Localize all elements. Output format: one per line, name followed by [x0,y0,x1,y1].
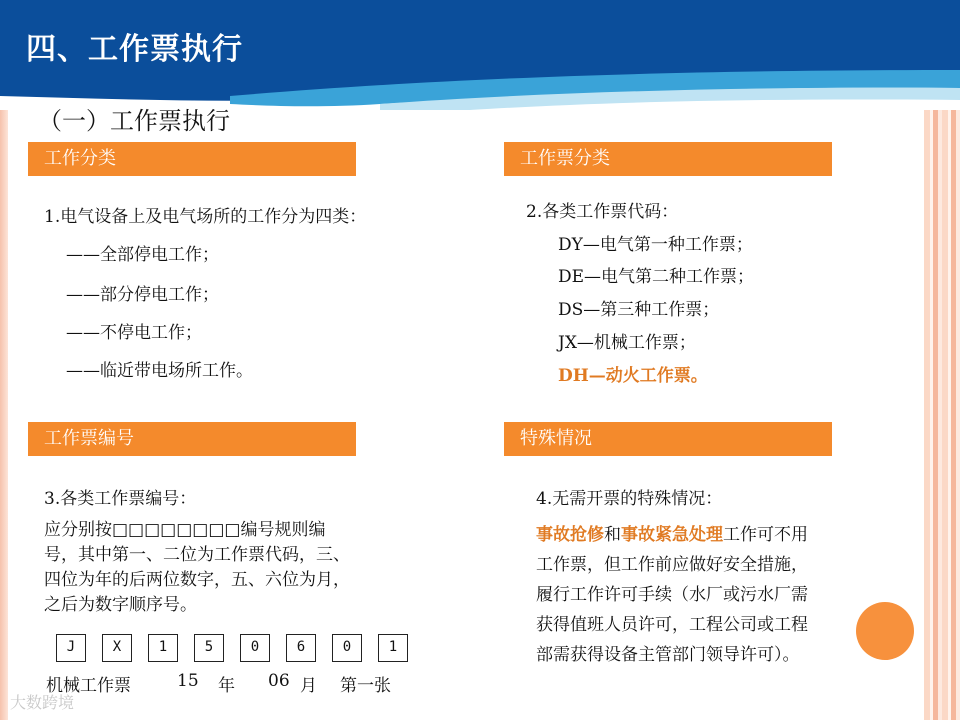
special-case-line-rest: 工作可不用 [723,525,808,545]
emphasis-emergency-handling: 事故紧急处理 [621,525,723,545]
ticket-class-header: 工作票分类 [504,142,832,176]
special-case-line: 工作票，但工作前应做好安全措施， [536,555,808,575]
right-decorative-stripe [924,110,960,720]
ticket-number-rule-line: 四位为年的后两位数字，五、六位为月， [44,570,350,590]
section-subtitle: （一）工作票执行 [38,107,230,135]
code-box: 5 [194,634,224,662]
special-case-heading: 4.无需开票的特殊情况： [536,489,723,509]
ticket-number-heading: 3.各类工作票编号： [44,489,197,509]
code-label: 机械工作票 [46,676,131,696]
ticket-class-heading: 2.各类工作票代码： [526,202,679,222]
work-class-item: ——全部停电工作； [66,245,219,265]
code-box: 6 [286,634,316,662]
code-box: 1 [378,634,408,662]
ticket-number-rule-line: 号，其中第一、二位为工作票代码，三、 [44,545,350,565]
work-class-item: ——临近带电场所工作。 [66,361,253,381]
special-case-header: 特殊情况 [504,422,832,456]
code-label: 年 [218,676,235,696]
code-label: 第一张 [340,676,391,696]
page-title: 四、工作票执行 [26,32,243,67]
special-case-line [536,523,808,548]
ticket-number-rule-line: 应分别按□□□□□□□□编号规则编 [44,520,326,540]
special-case-line: 获得值班人员许可，工程公司或工程 [536,615,808,635]
ticket-number-header: 工作票编号 [28,422,356,456]
work-class-header: 工作分类 [28,142,356,176]
left-decorative-stripe [0,110,8,720]
code-box: X [102,634,132,662]
ticket-code-item: DE—电气第二种工作票； [558,267,755,287]
ticket-code-item: DY—电气第一种工作票； [558,235,753,255]
work-class-item: ——不停电工作； [66,323,202,343]
decorative-orange-circle [856,602,914,660]
ticket-code-item: JX—机械工作票； [558,333,696,353]
ticket-number-rule-line: 之后为数字顺序号。 [44,595,197,615]
ticket-code-item: DS—第三种工作票； [558,300,720,320]
code-label: 月 [300,676,317,696]
work-class-heading: 1.电气设备上及电气场所的工作分为四类： [44,207,367,227]
emphasis-accident-repair: 事故抢修 [536,525,604,545]
code-label: 15 [177,671,199,691]
connector-text: 和 [604,525,621,545]
code-box: 0 [332,634,362,662]
header-banner [0,0,960,110]
code-box: 1 [148,634,178,662]
special-case-line: 履行工作许可手续（水厂或污水厂需 [536,585,808,605]
code-box: J [56,634,86,662]
watermark-text: 大数跨境 [10,693,75,712]
code-box: 0 [240,634,270,662]
ticket-code-highlight: DH—动火工作票。 [558,366,708,386]
special-case-line: 部需获得设备主管部门领导许可）。 [536,645,800,665]
work-class-item: ——部分停电工作； [66,285,219,305]
code-label: 06 [268,671,290,691]
